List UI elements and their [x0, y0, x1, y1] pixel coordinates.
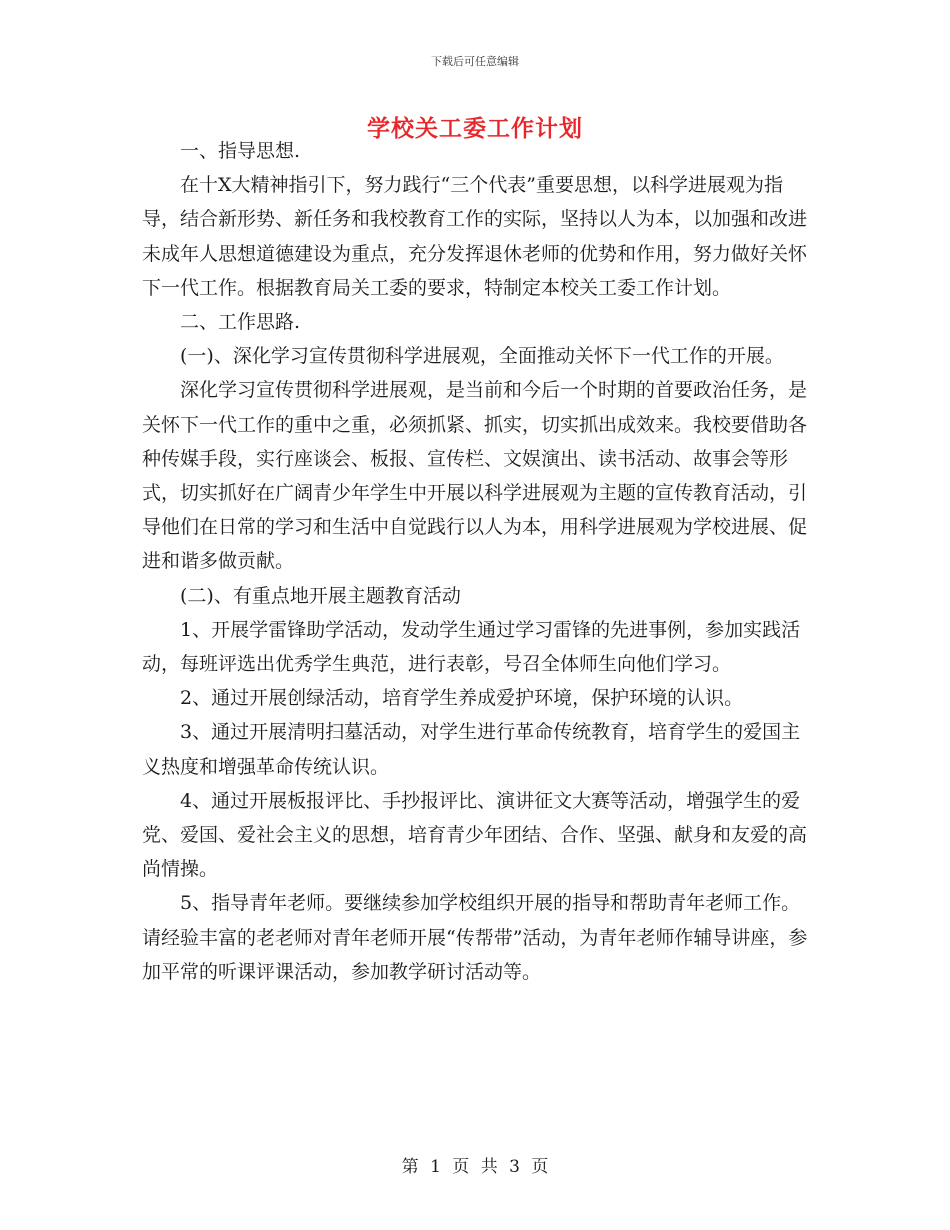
subsection-heading: (二)、有重点地开展主题教育活动 — [180, 584, 461, 607]
list-item: 4、通过开展板报评比、手抄报评比、演讲征文大赛等活动，增强学生的爱党、爱国、爱社会主义的思想，培育青少年团结、合作、坚强、献身和友爱的高尚情操。 — [142, 789, 808, 881]
document-body — [142, 134, 812, 989]
page-footer: 第 1 页 共 3 页 — [401, 1157, 549, 1177]
document-title: 学校关工委工作计划 — [367, 115, 583, 142]
section-heading: 二、工作思路. — [180, 311, 301, 334]
list-item: 5、指导青年老师。要继续参加学校组织开展的指导和帮助青年老师工作。请经验丰富的老老师对青年老师开展“传帮带”活动，为青年老师作辅导讲座，参加平常的听课评课活动，参加教学研讨活动等。 — [142, 892, 808, 983]
body-paragraph: 深化学习宣传贯彻科学进展观，是当前和今后一个时期的首要政治任务，是关怀下一代工作的重中之重，必须抓紧、抓实，切实抓出成效来。我校要借助各种传媒手段，实行座谈会、板报、宣传栏、文娱演出、读书活动、故事会等形式，切实抓好在广阔青少年学生中开展以科学进展观为主题的宣传教育活动，引导他们在日常的学习和生活中自觉践行以人为本，用科学进展观为学校进展、促进和谐多做贡献。 — [142, 379, 808, 573]
list-item: 2、通过开展创绿活动，培育学生养成爱护环境，保护环境的认识。 — [180, 687, 744, 710]
list-item: 3、通过开展清明扫墓活动，对学生进行革命传统教育，培育学生的爱国主义热度和增强革命传统认识。 — [142, 721, 801, 778]
body-paragraph: 在十X大精神指引下，努力践行“三个代表”重要思想，以科学进展观为指导，结合新形势、新任务和我校教育工作的实际，坚持以人为本，以加强和改进未成年人思想道德建设为重点，充分发挥退休老师的优势和作用，努力做好关怀下一代工作。根据教育局关工委的要求，特制定本校关工委工作计划。 — [142, 174, 808, 299]
list-item: 1、开展学雷锋助学活动，发动学生通过学习雷锋的先进事例，参加实践活动，每班评选出优秀学生典范，进行表彰，号召全体师生向他们学习。 — [142, 618, 801, 676]
page-header: 下载后可任意编辑 — [431, 55, 519, 68]
section-heading: 一、指导思想. — [180, 140, 301, 162]
subsection-heading: (一)、深化学习宣传贯彻科学进展观，全面推动关怀下一代工作的开展。 — [180, 345, 784, 368]
